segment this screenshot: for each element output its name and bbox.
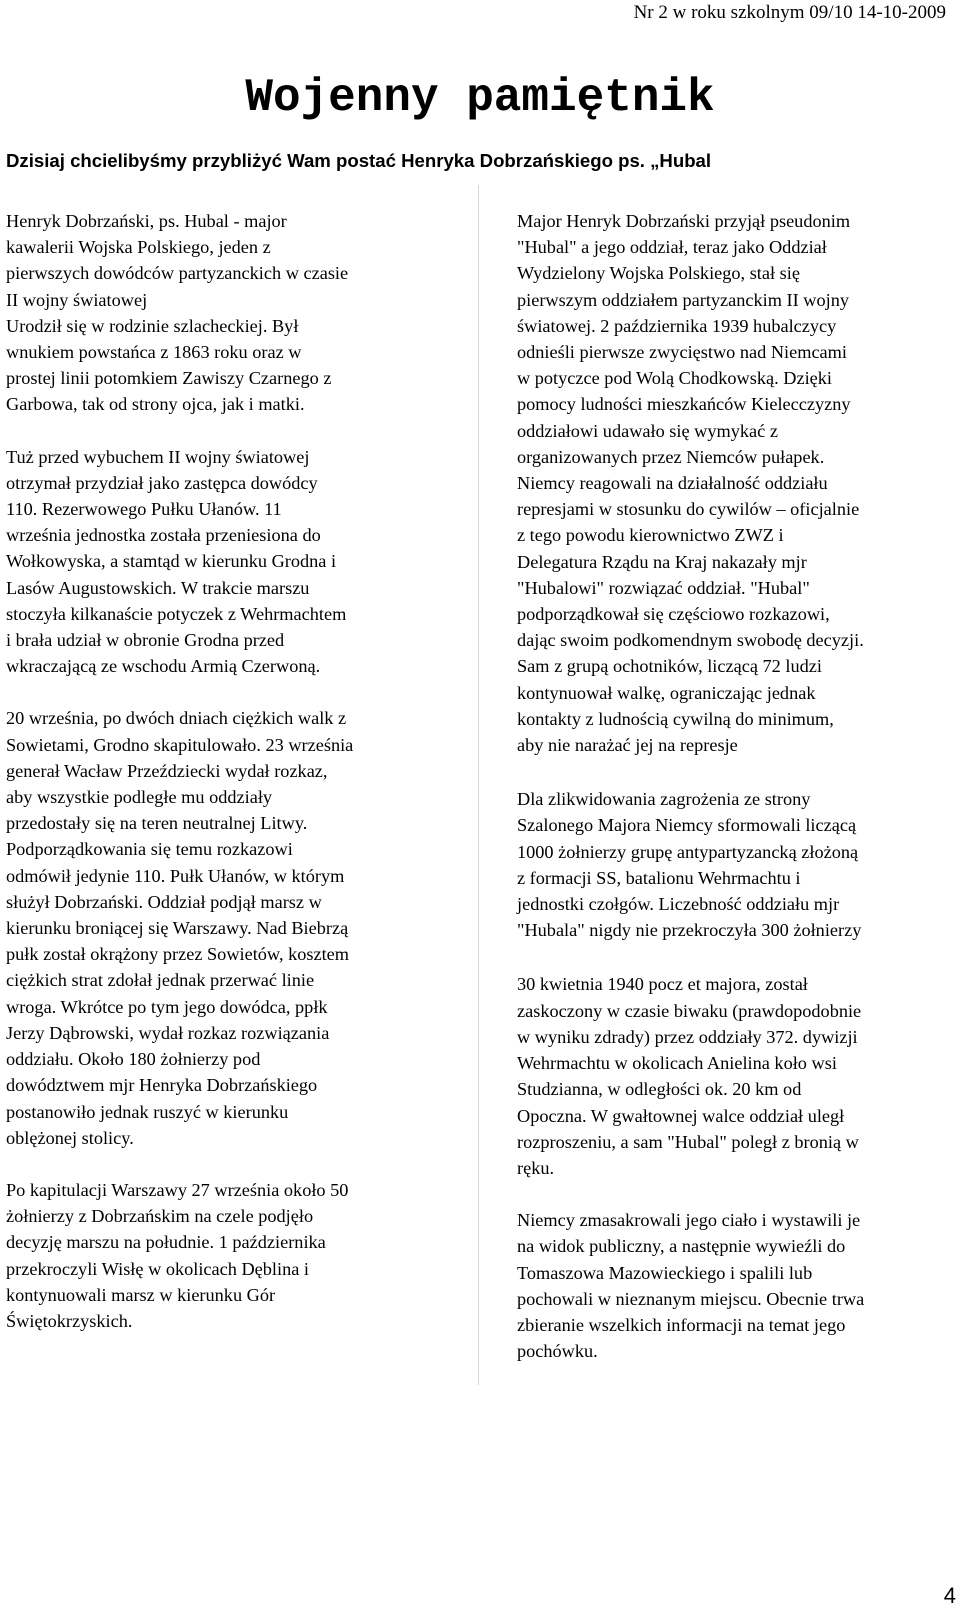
text-line: oddziałowi udawało się wymykać z (517, 420, 778, 441)
text-line: Dla zlikwidowania zagrożenia ze strony (517, 789, 811, 810)
text-line: Studzianna, w odległości ok. 20 km od (517, 1079, 802, 1100)
column-divider (478, 185, 479, 1385)
text-line: w potyczce pod Wolą Chodkowską. Dzięki (517, 368, 832, 389)
text-line: Sam z grupą ochotników, liczącą 72 ludzi (517, 656, 822, 677)
left-paragraph-3 (6, 705, 464, 1150)
text-line: organizowanych przez Niemców pułapek. (517, 446, 825, 467)
text-line: pomocy ludności mieszkańców Kielecczyzny (517, 394, 851, 415)
text-line: Wydzielony Wojska Polskiego, stał się (517, 263, 800, 284)
text-line: Lasów Augustowskich. W trakcie marszu (6, 577, 310, 598)
text-line: aby wszystkie podległe mu oddziały (6, 787, 273, 808)
text-line: dowództwem mjr Henryka Dobrzańskiego (6, 1075, 318, 1096)
text-line: przedostały się na teren neutralnej Litwy. (6, 813, 308, 834)
text-line: "Hubal" a jego oddział, teraz jako Oddział (517, 237, 827, 258)
text-line: Henryk Dobrzański, ps. Hubal - major (6, 211, 287, 231)
text-line: ciężkich strat zdołał jednak przerwać linie (6, 970, 315, 991)
text-line: pochowali w nieznanym miejscu. Obecnie trwa (517, 1288, 865, 1309)
text-line: generał Wacław Przeździecki wydał rozkaz, (6, 760, 328, 781)
left-paragraph-2 (6, 444, 464, 680)
text-line: odnieśli pierwsze zwycięstwo nad Niemcami (517, 342, 847, 363)
text-line: kontakty z ludnością cywilną do minimum, (517, 708, 834, 729)
right-paragraph-3 (517, 971, 959, 1181)
text-line: oddziału. Około 180 żołnierzy pod (6, 1049, 261, 1070)
page-number: 4 (943, 1583, 956, 1608)
text-line: rozproszeniu, a sam "Hubal" poległ z bronią w (517, 1131, 859, 1152)
text-line: II wojny światowej (6, 289, 148, 310)
text-line: kontynuował walkę, ograniczając jednak (517, 682, 816, 703)
text-line: Świętokrzyskich. (6, 1310, 133, 1331)
text-line: zbieranie wszelkich informacji na temat jego (517, 1314, 846, 1335)
text-line: Niemcy zmasakrowali jego ciało i wystawili je (517, 1210, 861, 1231)
text-line: Opoczna. W gwałtownej walce oddział uległ (517, 1105, 845, 1126)
text-line: "Hubalowi" rozwiązać oddział. "Hubal" (517, 577, 810, 598)
text-line: kontynuowali marsz w kierunku Gór (6, 1284, 276, 1305)
text-line: przekroczyli Wisłę w okolicach Dęblina i (6, 1258, 309, 1279)
text-line: represjami w stosunku do cywilów – oficjalnie (517, 499, 860, 520)
text-line: otrzymał przydział jako zastępca dowódcy (6, 472, 318, 493)
text-line: pierwszym oddziałem partyzanckim II wojny (517, 289, 849, 310)
text-line: Niemcy reagowali na działalność oddziału (517, 473, 828, 494)
text-line: pierwszych dowódców partyzanckich w czasie (6, 263, 349, 284)
text-line: dając swoim podkomendnym swobodę decyzji. (517, 630, 864, 651)
issue-header: Nr 2 w roku szkolnym 09/10 14-10-2009 (633, 2, 946, 23)
left-paragraph-4 (6, 1177, 464, 1334)
text-line: Major Henryk Dobrzański przyjął pseudonim (517, 211, 851, 231)
text-line: "Hubala" nigdy nie przekroczyła 300 żołnierzy (517, 920, 862, 941)
text-line: 30 kwietnia 1940 pocz et majora, został (517, 974, 808, 995)
text-line: Jerzy Dąbrowski, wydał rozkaz rozwiązania (6, 1022, 330, 1043)
text-line: w wyniku zdrady) przez oddziały 372. dywizji (517, 1026, 858, 1047)
text-line: pochówku. (517, 1341, 598, 1362)
text-line: Urodził się w rodzinie szlacheckiej. Był (6, 315, 299, 336)
left-column (6, 208, 464, 1334)
text-line: pułk został okrążony przez Sowietów, kosztem (6, 944, 350, 965)
right-column (517, 208, 959, 1364)
text-line: Sowietami, Grodno skapitulowało. 23 września (6, 734, 354, 755)
text-line: z formacji SS, batalionu Wehrmachtu i (517, 867, 801, 888)
text-line: Szalonego Majora Niemcy sformowali liczącą (517, 815, 857, 836)
text-line: stoczyła kilkanaście potyczek z Wehrmachtem (6, 603, 347, 624)
text-line: 1000 żołnierzy grupę antypartyzancką złożoną (517, 841, 859, 862)
text-line: Po kapitulacji Warszawy 27 września około 50 (6, 1179, 349, 1200)
right-paragraph-4 (517, 1207, 959, 1364)
text-line: wroga. Wkrótce po tym jego dowódca, ppłk (6, 996, 328, 1017)
text-line: żołnierzy z Dobrzańskim na czele podjęło (6, 1206, 314, 1227)
text-line: postanowiło jednak ruszyć w kierunku (6, 1101, 289, 1122)
text-line: 20 września, po dwóch dniach ciężkich walk z (6, 708, 347, 729)
text-line: wnukiem powstańca z 1863 roku oraz w (6, 342, 302, 363)
lead-sentence: Dzisiaj chcielibyśmy przybliżyć Wam postać Henryka Dobrzańskiego ps. „Hubal (6, 150, 712, 171)
text-line: kierunku broniącej się Warszawy. Nad Biebrzą (6, 918, 349, 939)
text-line: Garbowa, tak od strony ojca, jak i matki. (6, 394, 305, 415)
text-line: prostej linii potomkiem Zawiszy Czarnego z (6, 368, 332, 389)
text-line: jednostki czołgów. Liczebność oddziału mjr (517, 894, 840, 915)
page-title: Wojenny pamiętnik (245, 72, 715, 124)
text-line: zaskoczony w czasie biwaku (prawdopodobnie (517, 1000, 862, 1021)
text-line: światowej. 2 października 1939 hubalczycy (517, 315, 837, 336)
text-line: decyzję marszu na południe. 1 października (6, 1232, 326, 1253)
text-line: Wołkowyska, a stamtąd w kierunku Grodna i (6, 551, 337, 572)
text-line: września jednostka została przeniesiona do (6, 525, 321, 546)
text-line: odmówił jedynie 110. Pułk Ułanów, w którym (6, 865, 345, 886)
text-line: oblężonej stolicy. (6, 1127, 134, 1148)
text-line: i brała udział w obronie Grodna przed (6, 630, 285, 651)
text-line: wkraczającą ze wschodu Armią Czerwoną. (6, 656, 321, 677)
text-line: 110. Rezerwowego Pułku Ułanów. 11 (6, 499, 282, 520)
right-paragraph-2 (517, 786, 959, 943)
text-line: Delegatura Rządu na Kraj nakazały mjr (517, 551, 807, 572)
text-line: Wehrmachtu w okolicach Anielina koło wsi (517, 1053, 837, 1074)
text-line: służył Dobrzański. Oddział podjął marsz w (6, 891, 322, 912)
text-line: ręku. (517, 1157, 555, 1178)
right-paragraph-1 (517, 208, 959, 758)
left-paragraph-1 (6, 208, 464, 418)
text-line: podporządkował się częściowo rozkazowi, (517, 604, 830, 625)
text-line: kawalerii Wojska Polskiego, jeden z (6, 237, 271, 258)
text-line: Podporządkowania się temu rozkazowi (6, 839, 293, 860)
text-line: z tego powodu kierownictwo ZWZ i (517, 525, 784, 546)
text-line: aby nie narażać jej na represje (517, 735, 738, 756)
text-line: na widok publiczny, a następnie wywieźli do (517, 1236, 846, 1257)
text-line: Tomaszowa Mazowieckiego i spalili lub (517, 1262, 813, 1283)
text-line: Tuż przed wybuchem II wojny światowej (6, 446, 310, 467)
